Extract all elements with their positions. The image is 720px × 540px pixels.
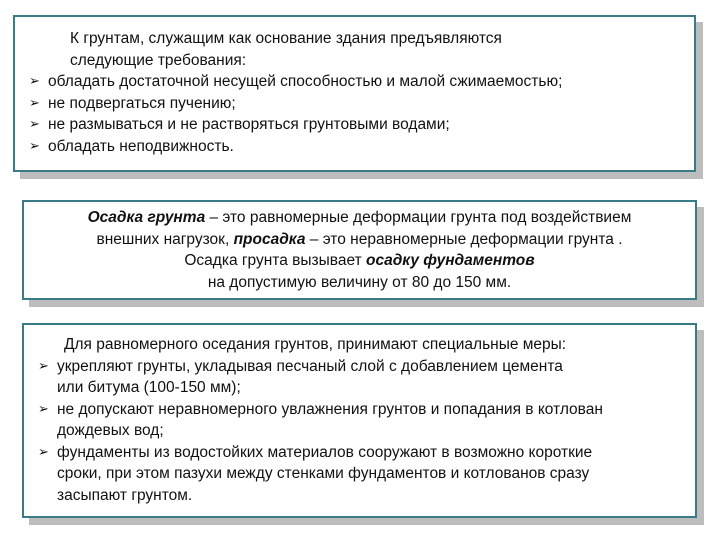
requirement-item (29, 71, 694, 93)
arrow-bullet-icon: ➢ (29, 138, 40, 154)
measure-text-continued: дождевых вод; (57, 422, 164, 439)
definition-text: – это неравномерные деформации грунта . (305, 230, 623, 248)
measure-text: укрепляют грунты, укладывая песчаный слой с добавлением цемента (57, 357, 563, 375)
requirements-intro-line-1: К грунтам, служащим как основание здания предъявляются (70, 30, 502, 47)
arrow-bullet-icon: ➢ (29, 95, 40, 111)
arrow-bullet-icon: ➢ (38, 444, 49, 460)
arrow-bullet-icon: ➢ (38, 358, 49, 374)
requirement-text: обладать достаточной несущей способностью и малой сжимаемостью; (48, 73, 563, 90)
definition-text: Осадка грунта вызывает (184, 252, 366, 269)
arrow-bullet-icon: ➢ (29, 117, 40, 132)
requirement-item (29, 93, 694, 115)
definition-line-1 (24, 207, 695, 229)
measure-item (24, 442, 695, 464)
term-foundation-settlement: осадку фундаментов (365, 252, 535, 269)
term-subsidence: просадка (233, 230, 306, 248)
definition-line-3 (24, 250, 695, 272)
measure-text-continued: сроки, при этом пазухи между стенками фундаментов и котлованов сразу (57, 465, 590, 482)
definition-text: – это равномерные деформации грунта под воздействием (205, 209, 632, 226)
requirements-box (13, 15, 696, 172)
measure-text-continued: или битума (100-150 мм); (57, 379, 241, 396)
definition-text: внешних нагрузок, (96, 230, 234, 248)
requirements-intro-line-2: следующие требования: (70, 51, 247, 69)
measures-box (22, 323, 697, 518)
measure-text: фундаменты из водостойких материалов сооружают в возможно короткие (57, 443, 593, 461)
measures-intro: Для равномерного оседания грунтов, принимают специальные меры: (64, 336, 567, 353)
measure-text-continued: засыпают грунтом. (57, 486, 193, 504)
requirement-text: не подвергаться пучению; (48, 94, 236, 112)
term-soil-settlement: Осадка грунта (87, 209, 206, 226)
requirement-text: не размываться и не растворяться грунтовыми водами; (48, 116, 450, 133)
definition-box (22, 200, 697, 300)
arrow-bullet-icon: ➢ (38, 401, 49, 417)
measure-item (24, 399, 695, 421)
definition-line-2 (24, 229, 695, 251)
requirement-text: обладать неподвижность. (48, 137, 234, 155)
measure-item (24, 356, 695, 378)
measure-text: не допускают неравномерного увлажнения грунтов и попадания в котлован (57, 400, 603, 418)
requirement-item (29, 136, 694, 158)
arrow-bullet-icon: ➢ (29, 74, 40, 89)
requirement-item (29, 114, 694, 136)
definition-line-4: на допустимую величину от 80 до 150 мм. (207, 273, 512, 291)
